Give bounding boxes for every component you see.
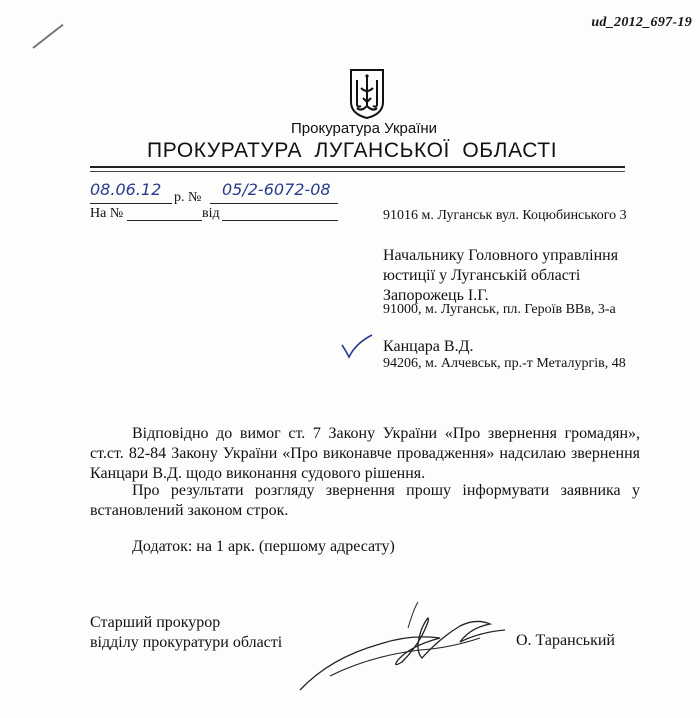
recipient2-name: Канцара В.Д. (383, 338, 474, 355)
header-rule-bottom (90, 171, 625, 172)
recipient1-name: Запорожець І.Г. (383, 287, 489, 304)
checkmark-icon (340, 333, 374, 359)
sender-address: 91016 м. Луганськ вул. Коцюбинського 3 (383, 208, 627, 223)
attachment-note: Додаток: на 1 арк. (першому адресату) (132, 538, 395, 555)
incoming-date-label: від (202, 206, 220, 221)
handwritten-signature (290, 598, 515, 698)
body-paragraph-2: Про результати розгляду звернення прошу інформувати заявника у встановлений законом строк. (90, 482, 640, 519)
document-id: ud_2012_697-19 (591, 15, 692, 30)
signatory-name: О. Таранський (516, 632, 615, 649)
outgoing-number-handwritten: 05/2-6072-08 (222, 180, 331, 199)
signatory-title (90, 613, 282, 653)
body-paragraph-1: Відповідно до вимог ст. 7 Закону України «Про звернення громадян», ст.ст. 82-84 Закону України «Про виконавче провадження» надсилаю звернення Канцари В.Д. щодо виконання судового рішення. (90, 425, 640, 482)
signatory-title-line2: відділу прокуратури області (90, 634, 283, 651)
incoming-date-line (222, 220, 338, 221)
signatory-title-line1: Старший прокурор (90, 614, 221, 631)
outgoing-number-prefix: р. № (174, 190, 202, 205)
recipient1-line2: юстиції у Луганській області (383, 267, 581, 284)
staple-mark (32, 24, 63, 49)
incoming-number-label: На № (90, 206, 124, 221)
tryzub-emblem-icon (347, 68, 387, 120)
date-underline (90, 203, 172, 204)
outgoing-date-handwritten: 08.06.12 (90, 180, 162, 199)
recipient2-address: 94206, м. Алчевськ, пр.-т Металургів, 48 (383, 356, 626, 371)
number-underline (210, 203, 338, 204)
incoming-number-line (127, 220, 202, 221)
organization-parent: Прокуратура України (291, 120, 438, 137)
recipient1-address: 91000, м. Луганськ, пл. Героїв ВВв, 3-а (383, 302, 616, 317)
recipient1-line1: Начальнику Головного управління (383, 247, 619, 264)
header-rule-top (90, 166, 625, 168)
organization-name: ПРОКУРАТУРА ЛУГАНСЬКОЇ ОБЛАСТІ (147, 139, 558, 162)
recipient1-block (383, 246, 618, 306)
